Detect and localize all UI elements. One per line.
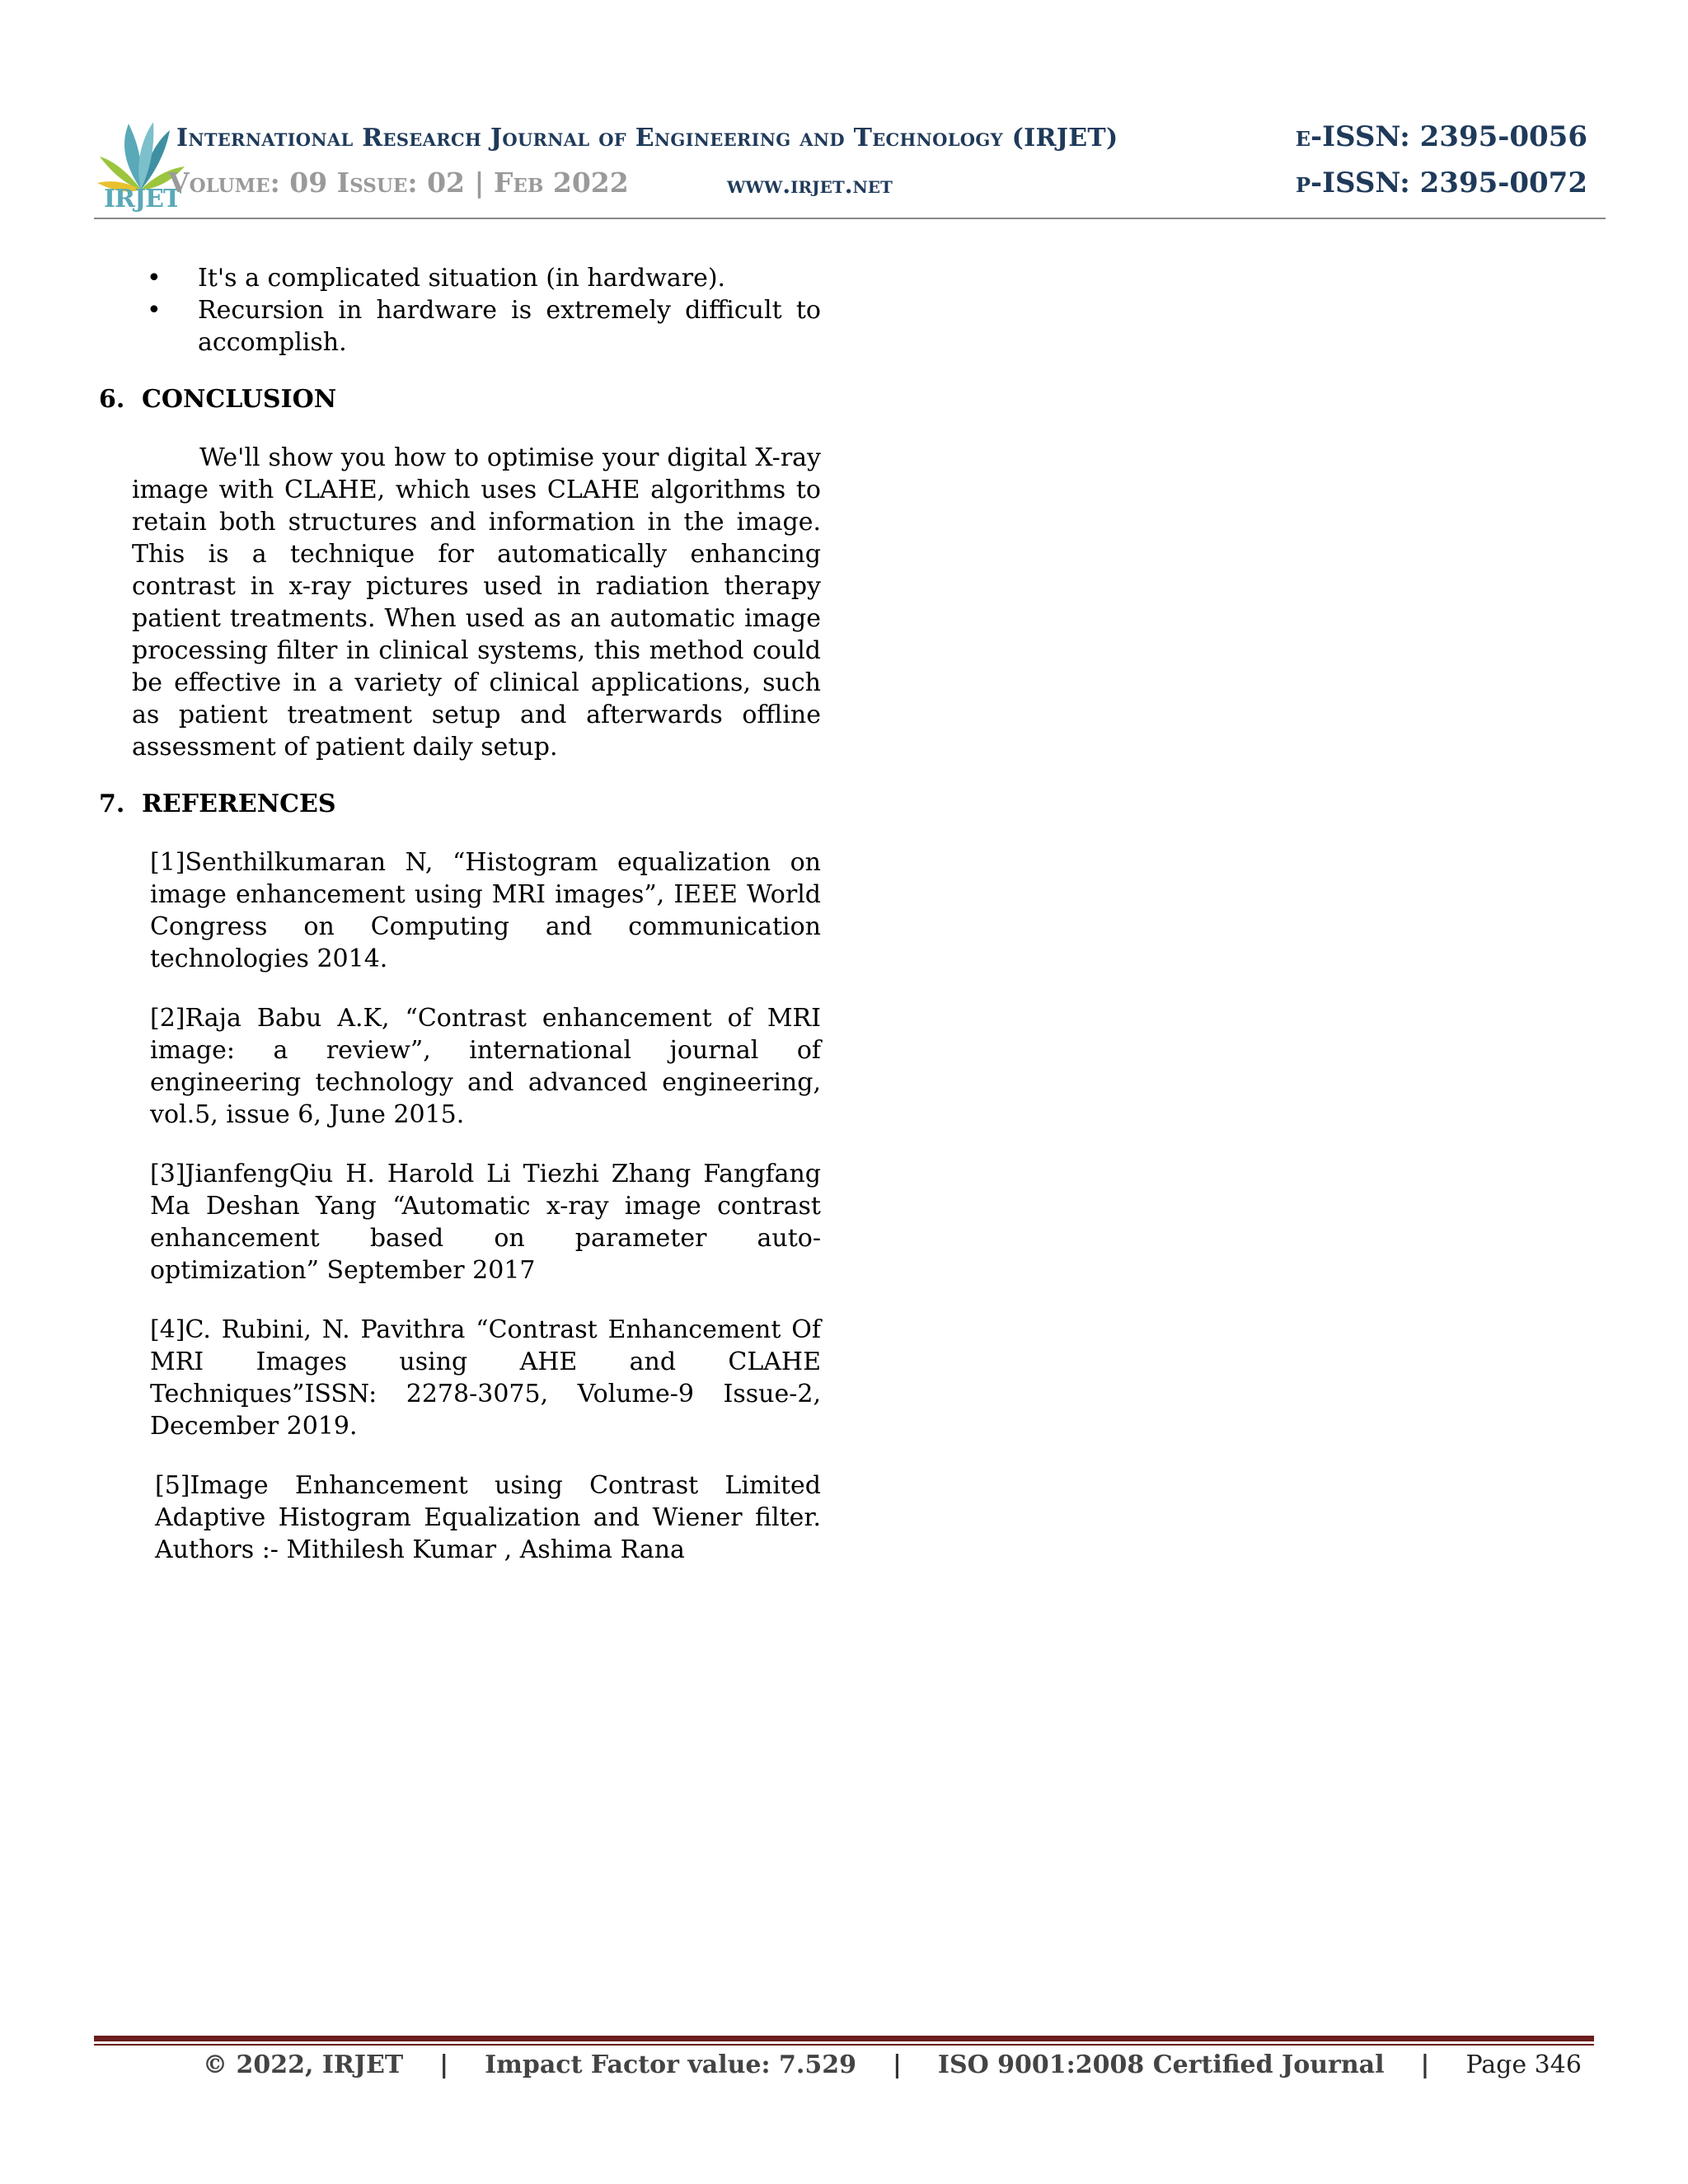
page-footer bbox=[203, 2050, 1582, 2079]
irjet-logo bbox=[96, 115, 186, 214]
section-title: CONCLUSION bbox=[142, 385, 337, 414]
reference-item: [2]Raja Babu A.K, “Contrast enhancement of MRI image: a review”, international journal of engineering technology and advanced engineering, vol.5, issue 6, June 2015. bbox=[150, 1004, 821, 1129]
conclusion-paragraph: We'll show you how to optimise your digital X-ray image with CLAHE, which uses CLAHE algorithms to retain both structures and information in the image. This is a technique for automatically enhancing contrast in x-ray pictures used in radiation therapy patient treatments. When used as an automatic image processing filter in clinical systems, this method could be effective in a variety of clinical applications, such as patient treatment setup and afterwards offline assessment of patient daily setup. bbox=[132, 443, 821, 762]
section-number: 7. bbox=[99, 790, 125, 818]
footer-separator: | bbox=[1420, 2050, 1430, 2079]
bullet-item: • It's a complicated situation (in hardware). bbox=[198, 262, 821, 294]
left-column bbox=[99, 262, 821, 1593]
reference-item: [4]C. Rubini, N. Pavithra “Contrast Enhancement Of MRI Images using AHE and CLAHE Techniques”ISSN: 2278-3075, Volume-9 Issue-2, December 2019. bbox=[150, 1315, 821, 1441]
section-title: REFERENCES bbox=[142, 790, 336, 818]
footer-separator: | bbox=[892, 2050, 902, 2079]
footer-copyright: © 2022, IRJET bbox=[203, 2050, 404, 2079]
footer-page-number: Page 346 bbox=[1465, 2050, 1582, 2079]
references-heading bbox=[99, 788, 821, 820]
p-issn: p-ISSN: 2395-0072 bbox=[1295, 166, 1587, 199]
footer-impact-factor: Impact Factor value: 7.529 bbox=[485, 2050, 856, 2079]
logo-text: IRJET bbox=[104, 185, 181, 213]
section-number: 6. bbox=[99, 385, 125, 414]
conclusion-heading bbox=[99, 383, 821, 415]
journal-website: www.irjet.net bbox=[727, 171, 893, 199]
footer-divider-thick bbox=[94, 2036, 1594, 2041]
header-divider bbox=[94, 218, 1606, 219]
bullet-list bbox=[99, 262, 821, 359]
reference-item: [1]Senthilkumaran N, “Histogram equalization on image enhancement using MRI images”, IEEE World Congress on Computing and communication technologies 2014. bbox=[150, 848, 821, 973]
footer-divider-thin bbox=[94, 2044, 1594, 2046]
bullet-item: • Recursion in hardware is extremely difficult to accomplish. bbox=[198, 294, 821, 359]
footer-separator: | bbox=[439, 2050, 449, 2079]
reference-item: [3]JianfengQiu H. Harold Li Tiezhi Zhang Fangfang Ma Deshan Yang “Automatic x-ray image contrast enhancement based on parameter auto- optimization” September 2017 bbox=[150, 1160, 821, 1285]
reference-item: [5]Image Enhancement using Contrast Limited Adaptive Histogram Equalization and Wiener filter. Authors :- Mithilesh Kumar , Ashima Rana bbox=[155, 1471, 821, 1564]
footer-iso: ISO 9001:2008 Certified Journal bbox=[937, 2050, 1385, 2079]
reference-list bbox=[150, 846, 821, 1566]
page-header bbox=[96, 115, 1604, 223]
volume-issue-date: Volume: 09 Issue: 02 | Feb 2022 bbox=[168, 166, 629, 199]
journal-title: International Research Journal of Engineering and Technology (IRJET) bbox=[176, 124, 1118, 152]
e-issn: e-ISSN: 2395-0056 bbox=[1295, 120, 1587, 153]
